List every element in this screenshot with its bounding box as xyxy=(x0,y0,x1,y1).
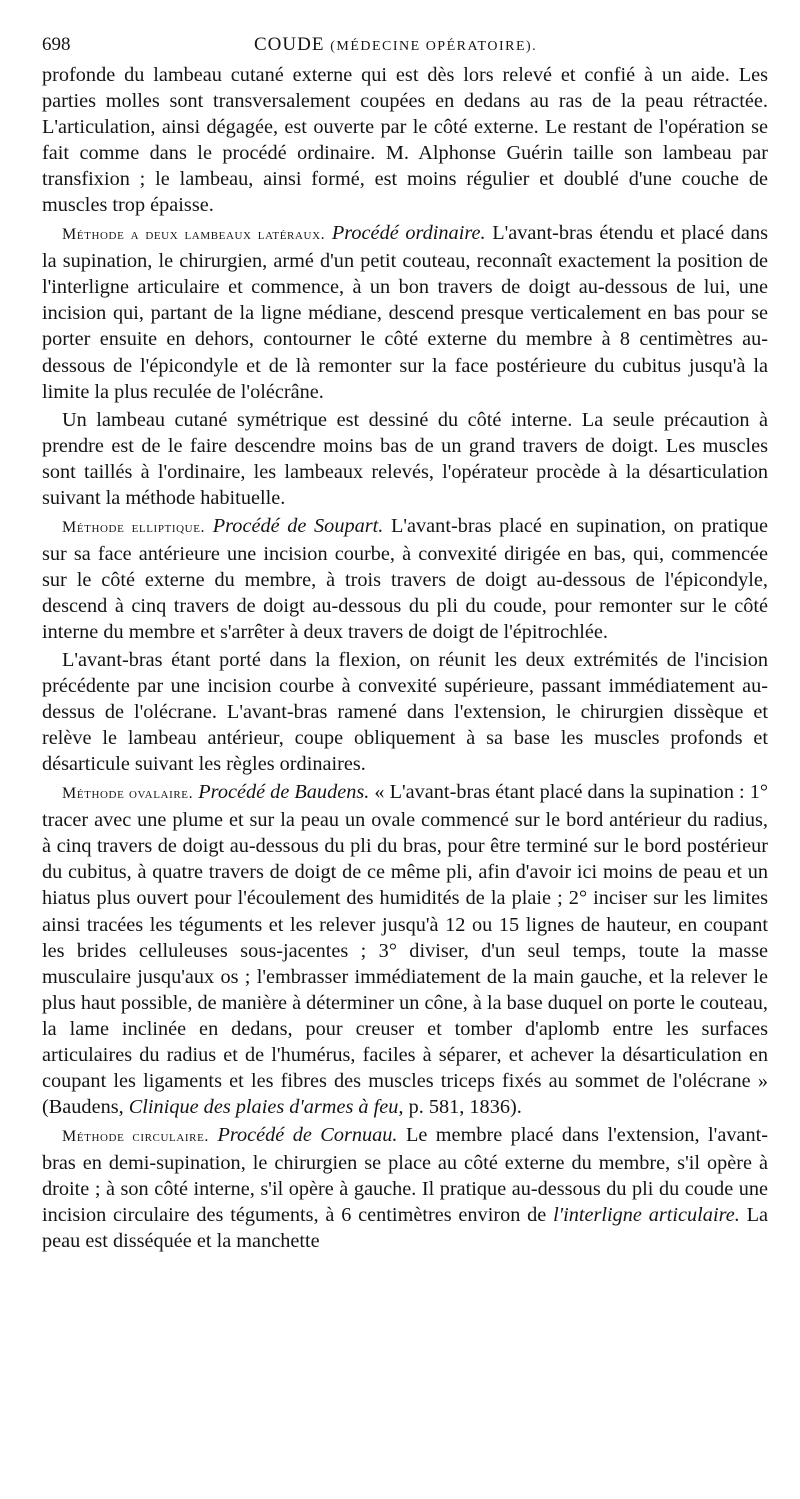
procedure-name: Procédé ordinaire. xyxy=(331,222,486,245)
page-header xyxy=(42,30,772,60)
page-number: 698 xyxy=(42,34,71,55)
procedure-name: Procédé de Cornuau. xyxy=(217,1123,398,1146)
running-subtitle: (MÉDECINE OPÉRATOIRE). xyxy=(330,39,538,54)
method-heading: Méthode circulaire. xyxy=(62,1127,209,1145)
italic-term: l'interligne articulaire. xyxy=(553,1204,740,1227)
paragraph-oval: Méthode ovalaire. Procédé de Baudens. « L'avant-bras étant placé dans la supination : 1° tracer avec une plume et sur la peau un ovale commencé sur le bord antérieur du radius, à cinq travers de doigt au-dessous du pli du bras, pour être terminé sur le bord postérieur du cubitus, à quatre travers de doigt de ce même pli, afin d'avoir ici moins de peau et un hiatus plus ouvert pour l'écoulement des humidités de la plaie ; 2° inciser sur les limites ainsi tracées les téguments et les relever jusqu'à 12 ou 15 lignes de hauteur, en coupant les brides celluleuses sous-jacentes ; 3° diviser, d'un seul temps, toute la masse musculaire jusqu'aux os ; l'embrasser immédiatement de la main gauche, et la relever le plus haut possible, de manière à déterminer un cône, à la base duquel on porte le couteau, la lame inclinée en dedans, pour creuser et tomber d'aplomb entre les surfaces articulaires du radius et de l'humérus, faciles à séparer, et achever la désarticulation en coupant les ligaments et les fibres des muscles triceps fixés au sommet de l'olécrane » (Baudens, Clinique des plaies d'armes à feu, p. 581, 1836). xyxy=(42,781,768,1118)
method-heading: Méthode ovalaire. xyxy=(62,785,194,803)
procedure-name: Procédé de Baudens. xyxy=(198,781,370,804)
paragraph-continued: profonde du lambeau cutané externe qui est dès lors relevé et confié à un aide. Les parties molles sont transversalement coupées en dedans au ras de la peau rétractée. L'articulation, ainsi dégagée, est ouverte par le côté externe. Le restant de l'opération se fait comme dans le procédé ordinaire. M. Alphonse Guérin taille son lambeau par transfixion ; le lambeau, ainsi formé, est moins régulier et doublé d'une couche de muscles trop épaisse. xyxy=(42,64,768,217)
paragraph-flexion: L'avant-bras étant porté dans la flexion, on réunit les deux extrémités de l'incision précédente par une incision courbe à convexité supérieure, passant immédiatement au-dessus de l'olécrane. L'avant-bras ramené dans l'extension, le chirurgien dissèque et relève le lambeau antérieur, coupe obliquement à sa base les muscles profonds et désarticule suivant les règles ordinaires. xyxy=(42,649,768,776)
paragraph-elliptic: Méthode elliptique. Procédé de Soupart. L'avant-bras placé en supination, on pratique sur sa face antérieure une incision courbe, à convexité dirigée en bas, qui, commencée sur le côté externe du membre, à trois travers de doigt au-dessous de l'épicondyle, descend à cinq travers de doigt au-dessous du pli du coude, pour remonter sur le côté interne du membre et s'arrêter à deux travers de doigt de l'épitrochlée. xyxy=(42,514,768,643)
method-heading: Méthode elliptique. xyxy=(62,518,206,536)
paragraph-two-flaps: Méthode a deux lambeaux latéraux. Procédé ordinaire. L'avant-bras étendu et placé dans la supination, le chirurgien, armé d'un petit couteau, reconnaît exactement la position de l'interligne articulaire et commence, à un bon travers de doigt au-dessous de lui, une incision qui, partant de la ligne médiane, descend presque verticalement en bas pour se porter ensuite en dehors, contourner le côté externe du membre à 8 centimètres au-dessous de l'épicondyle et de là remonter sur la face postérieure du cubitus jusqu'à la limite la plus reculée de l'olécrâne. xyxy=(42,222,768,403)
body-text xyxy=(42,62,768,1254)
running-head xyxy=(254,30,537,62)
procedure-name: Procédé de Soupart. xyxy=(212,514,384,537)
method-heading: Méthode a deux lambeaux latéraux. xyxy=(62,226,326,244)
citation-details: p. 581, 1836). xyxy=(408,1095,522,1118)
paragraph-circular: Méthode circulaire. Procédé de Cornuau. Le membre placé dans l'extension, l'avant-bras en demi-supination, le chirurgien se place au côté externe du membre, s'il opère à droite ; à son côté interne, s'il opère à gauche. Il pratique au-dessous du pli du coude une incision circulaire des téguments, à 6 centimètres environ de l'interligne articulaire. La peau est disséquée et la manchette xyxy=(42,1123,769,1253)
running-title: COUDE xyxy=(254,34,325,55)
citation-title: Clinique des plaies d'armes à feu, xyxy=(128,1095,404,1118)
paragraph-symmetric-flap: Un lambeau cutané symétrique est dessiné du côté interne. La seule précaution à prendre est de le faire descendre moins bas de un grand travers de doigt. Les muscles sont taillés à l'ordinaire, les lambeaux relevés, l'opérateur procède à la désarticulation suivant la méthode habituelle. xyxy=(42,408,768,509)
